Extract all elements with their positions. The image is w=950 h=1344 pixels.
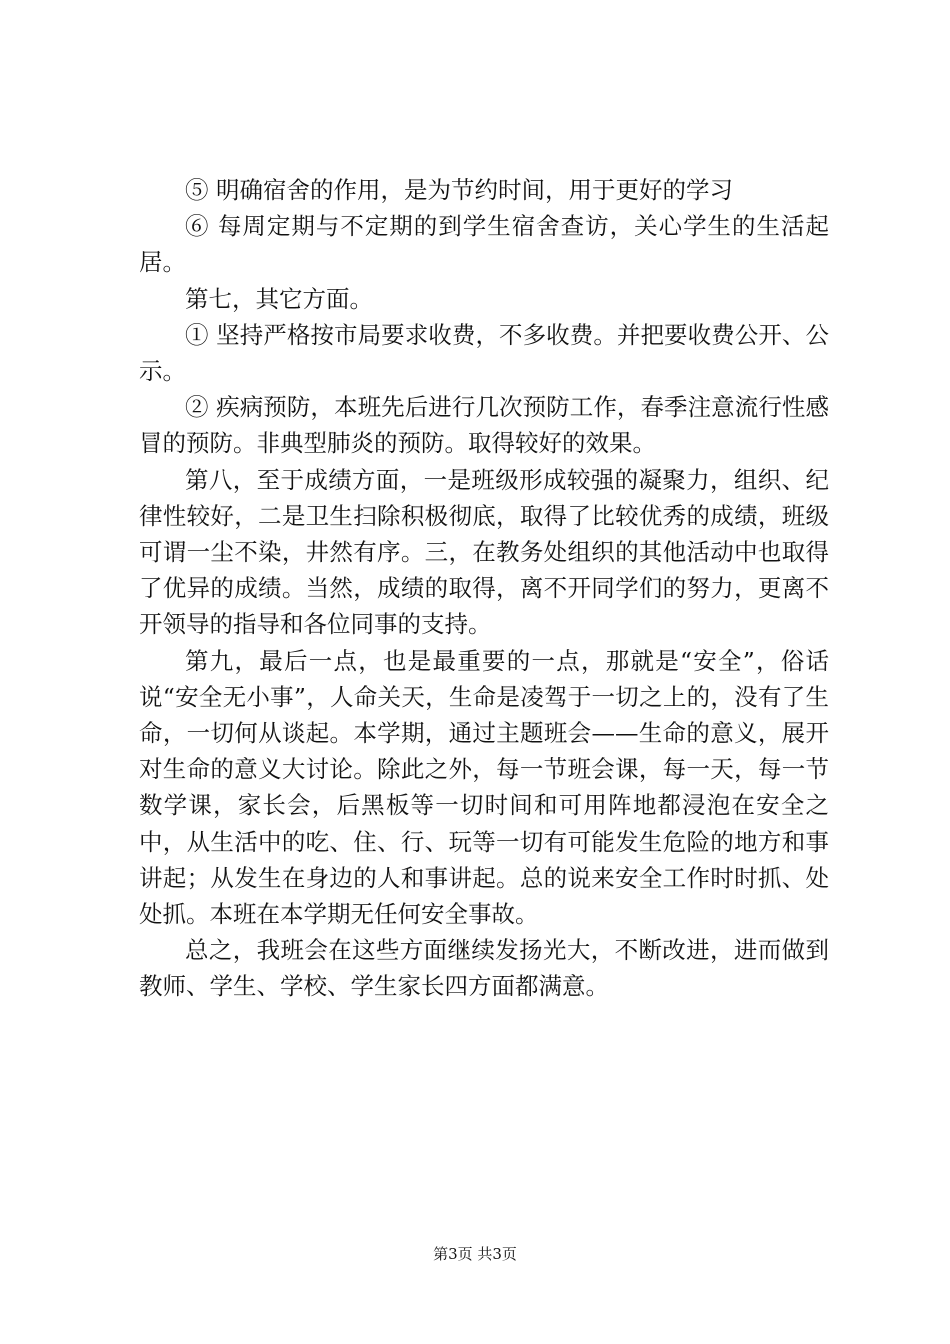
paragraph-conclusion: 总之，我班会在这些方面继续发扬光大，不断改进，进而做到教师、学生、学校、学生家长四方面都满意。 — [139, 936, 829, 1001]
paragraph-dormitory-visits: ⑥ 每周定期与不定期的到学生宿舍查访，关心学生的生活起居。 — [139, 212, 829, 277]
document-body — [139, 172, 829, 1005]
paragraph-fees: ① 坚持严格按市局要求收费，不多收费。并把要收费公开、公示。 — [139, 320, 829, 386]
page-number-footer: 第3页 共3页 — [433, 1245, 517, 1263]
paragraph-section-seven-heading: 第七，其它方面。 — [185, 284, 373, 313]
paragraph-section-nine-safety: 第九，最后一点，也是最重要的一点，那就是“安全”，俗话说“安全无小事”，人命关天，生命是凌驾于一切之上的，没有了生命，一切何从谈起。本学期，通过主题班会——生命的意义，展开对生命的意义大讨论。除此之外，每一节班会课，每一天，每一节数学课，家长会，后黑板等一切时间和可用阵地都浸泡在安全之中，从生活中的吃、住、行、玩等一切有可能发生危险的地方和事讲起；从发生在身边的人和事讲起。总的说来安全工作时时抓、处处抓。本班在本学期无任何安全事故。 — [139, 646, 829, 929]
paragraph-dormitory-purpose: ⑤ 明确宿舍的作用，是为节约时间，用于更好的学习 — [185, 176, 733, 204]
paragraph-disease-prevention: ② 疾病预防，本班先后进行几次预防工作，春季注意流行性感冒的预防。非典型肺炎的预防。取得较好的效果。 — [139, 393, 829, 458]
paragraph-section-eight-achievements: 第八，至于成绩方面，一是班级形成较强的凝聚力，组织、纪律性较好，二是卫生扫除积极彻底，取得了比较优秀的成绩，班级可谓一尘不染，井然有序。三，在教务处组织的其他活动中也取得了优异的成绩。当然，成绩的取得，离不开同学们的努力，更离不开领导的指导和各位同事的支持。 — [139, 465, 829, 639]
